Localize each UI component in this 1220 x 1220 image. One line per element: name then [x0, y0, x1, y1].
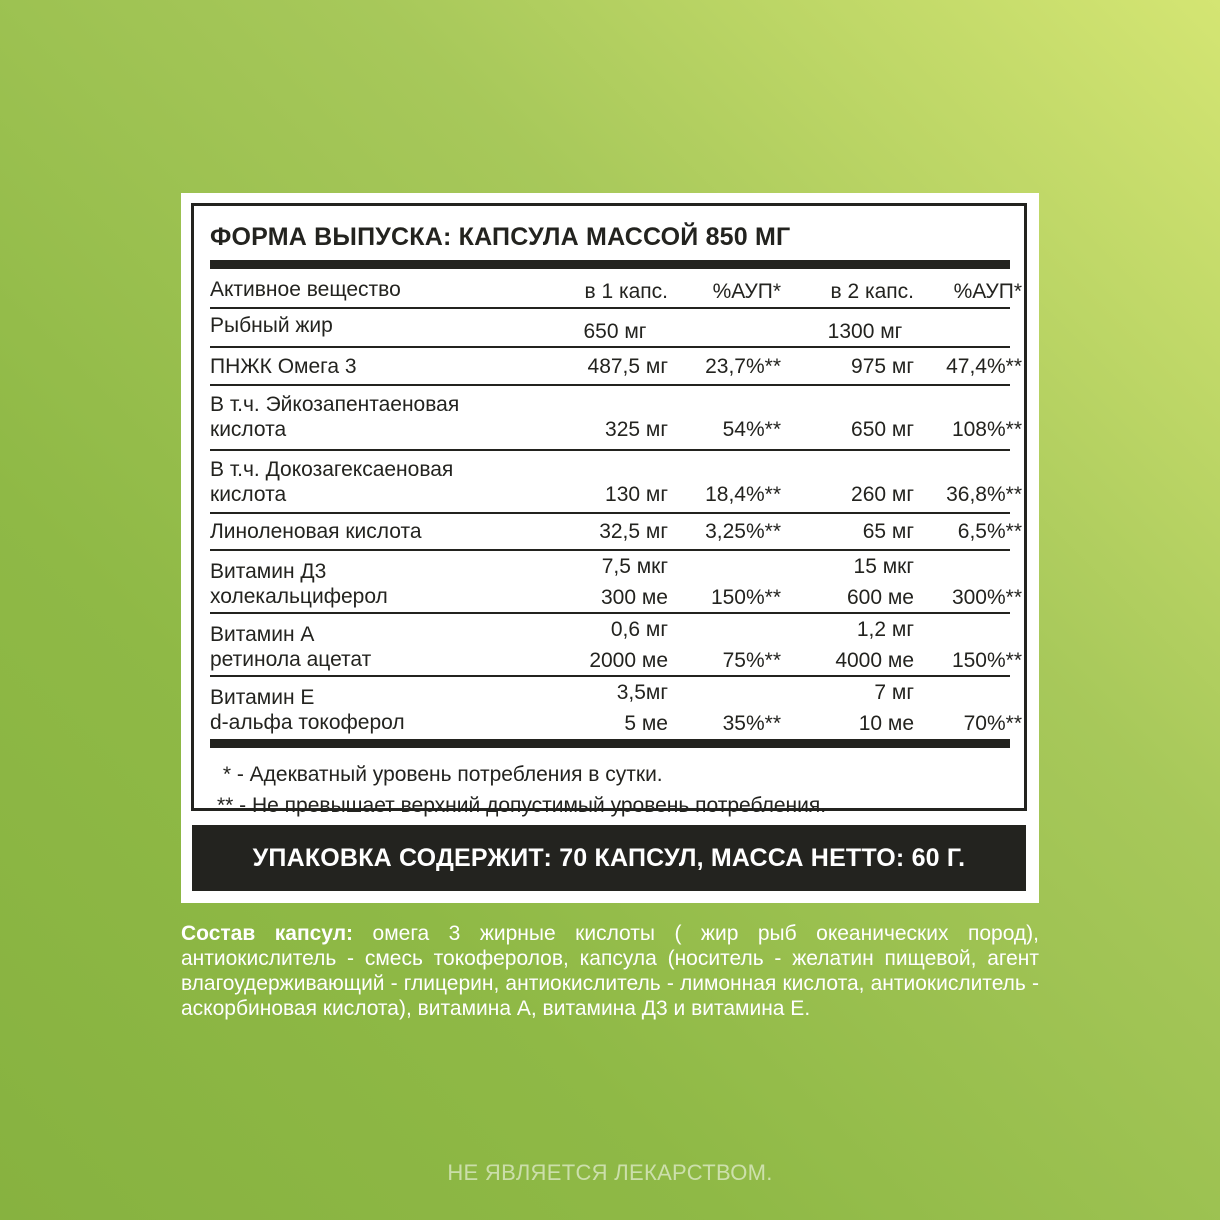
package-contents-text: УПАКОВКА СОДЕРЖИТ: 70 КАПСУЛ, МАССА НЕТТО: 60 Г.	[252, 843, 966, 872]
package-contents-bar	[192, 825, 1026, 891]
row-per2-alt: 1,2 мг	[856, 618, 914, 641]
col-per-1-capsule: в 1 капс.	[584, 280, 668, 303]
row-name: Линоленовая кислота	[210, 520, 422, 543]
table-row	[210, 386, 1022, 451]
row-rdi2: 36,8%**	[946, 483, 1022, 506]
row-rdi2: 6,5%**	[957, 520, 1022, 543]
row-rdi1: 150%**	[710, 586, 781, 609]
capsule-composition	[181, 921, 1039, 1021]
row-rdi2: 300%**	[951, 586, 1022, 609]
col-rdi-2: %АУП*	[953, 280, 1022, 303]
table-row	[210, 677, 1022, 737]
row-per2: 975 мг	[851, 355, 914, 378]
row-per1: 5 ме	[624, 712, 668, 735]
row-rdi2: 150%**	[951, 649, 1022, 672]
nutrition-panel	[181, 193, 1039, 903]
row-per1: 2000 ме	[589, 649, 668, 672]
nutrition-table	[210, 269, 1022, 737]
table-row	[210, 451, 1022, 514]
footnote-adequate-intake: * - Адекватный уровень потребления в сутки.	[217, 763, 663, 786]
row-per1-alt: 7,5 мкг	[601, 555, 668, 578]
composition-label: Состав капсул:	[181, 922, 354, 945]
row-rdi1: 35%**	[722, 712, 781, 735]
row-per2: 65 мг	[862, 520, 914, 543]
row-per2: 10 ме	[858, 712, 914, 735]
row-per1-alt: 0,6 мг	[610, 618, 668, 641]
table-row	[210, 614, 1022, 677]
col-rdi-1: %АУП*	[712, 280, 781, 303]
table-row	[210, 348, 1022, 386]
row-rdi2: 70%**	[963, 712, 1022, 735]
row-per2: 260 мг	[851, 483, 914, 506]
divider-bottom	[210, 739, 1010, 748]
row-name: Витамин А ретинола ацетат	[210, 623, 372, 671]
row-per1: 300 ме	[601, 586, 668, 609]
row-rdi1: 23,7%**	[705, 355, 781, 378]
row-per1: 325 мг	[605, 418, 668, 441]
release-form-heading: ФОРМА ВЫПУСКА: КАПСУЛА МАССОЙ 850 МГ	[210, 223, 791, 251]
row-per1-alt: 3,5мг	[616, 681, 668, 704]
row-name: Витамин Д3 холекальциферол	[210, 560, 388, 608]
col-active-substance: Активное вещество	[210, 278, 401, 301]
table-row	[210, 309, 1010, 348]
row-name: Витамин Е d-альфа токоферол	[210, 686, 405, 734]
row-rdi2: 47,4%**	[946, 355, 1022, 378]
not-a-medicine-disclaimer: НЕ ЯВЛЯЕТСЯ ЛЕКАРСТВОМ.	[447, 1160, 773, 1185]
row-per2: 1300 мг	[827, 320, 903, 343]
col-per-2-capsules: в 2 капс.	[830, 280, 914, 303]
nutrition-table-frame	[191, 203, 1027, 817]
table-row	[210, 514, 1022, 551]
row-per1: 487,5 мг	[587, 355, 668, 378]
row-rdi1: 75%**	[722, 649, 781, 672]
row-per2-alt: 7 мг	[874, 681, 914, 704]
row-rdi1: 18,4%**	[705, 483, 781, 506]
row-per2: 650 мг	[851, 418, 914, 441]
row-name: Рыбный жир	[210, 314, 333, 337]
table-header-row	[210, 269, 1022, 309]
row-rdi1: 54%**	[722, 418, 781, 441]
footnotes	[217, 759, 826, 821]
row-rdi1: 3,25%**	[705, 520, 781, 543]
footnote-upper-limit: ** - Не превышает верхний допустимый уровень потребления.	[217, 794, 827, 817]
row-name: ПНЖК Омега 3	[210, 355, 357, 378]
row-per1: 130 мг	[605, 483, 668, 506]
row-name: В т.ч. Докозагексаеновая кислота	[210, 458, 454, 506]
composition-text: омега 3 жирные кислоты ( жир рыб океанических пород), антиокислитель - смесь токоферолов, капсула (носитель - желатин пищевой, агент влагоудерживающий - глицерин, антиокислитель - лимонная кислота, антиокислитель - аскорбиновая кислота), витамина А, витамина Д3 и витамина Е.	[181, 922, 1039, 1020]
row-per2: 4000 ме	[835, 649, 914, 672]
row-rdi2: 108%**	[951, 418, 1022, 441]
row-per2-alt: 15 мкг	[853, 555, 914, 578]
row-per2: 600 ме	[847, 586, 914, 609]
divider-top	[210, 260, 1010, 269]
row-per1: 32,5 мг	[599, 520, 668, 543]
row-name: В т.ч. Эйкозапентаеновая кислота	[210, 393, 460, 441]
row-per1: 650 мг	[583, 320, 647, 343]
table-row	[210, 551, 1022, 614]
